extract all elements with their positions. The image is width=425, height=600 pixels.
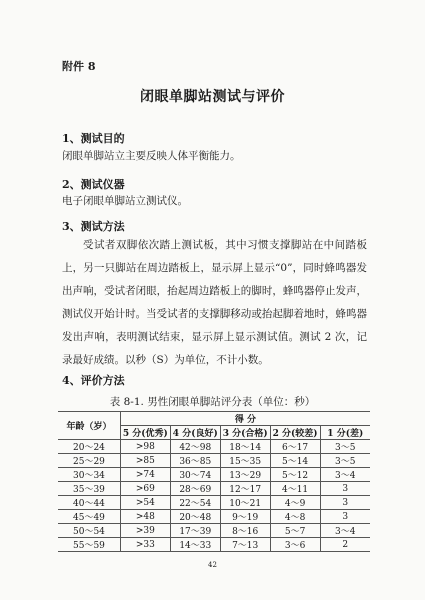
score-cell: 3 (320, 510, 370, 524)
score-cell: 18～14 (220, 440, 270, 454)
score-cell: 5～14 (270, 454, 320, 468)
score-cell: 8～16 (220, 524, 270, 538)
section-3-heading: 3、测试方法 (62, 220, 125, 233)
column-header: 4 分(良好) (170, 426, 220, 440)
section-1-heading: 1、测试目的 (62, 132, 125, 145)
score-cell: >39 (120, 524, 170, 538)
score-cell: 3～4 (320, 468, 370, 482)
score-cell: 20～48 (170, 510, 220, 524)
score-cell: 12～17 (220, 482, 270, 496)
score-cell: 3 (320, 496, 370, 510)
score-cell: 15～35 (220, 454, 270, 468)
section-4-heading: 4、评价方法 (62, 374, 125, 387)
score-cell: 6～17 (270, 440, 320, 454)
score-cell: 30～74 (170, 468, 220, 482)
page-title: 闭眼单脚站测试与评价 (140, 89, 285, 105)
age-cell: 55～59 (58, 538, 120, 552)
column-header: 3 分(合格) (220, 426, 270, 440)
score-cell: 10～21 (220, 496, 270, 510)
age-cell: 45～49 (58, 510, 120, 524)
score-cell: >85 (120, 454, 170, 468)
score-cell: 3～4 (320, 524, 370, 538)
table-caption: 表 8-1. 男性闭眼单脚站评分表（单位：秒） (109, 396, 316, 408)
score-cell: >54 (120, 496, 170, 510)
table-row (58, 468, 370, 482)
section-1-text: 闭眼单脚站立主要反映人体平衡能力。 (62, 150, 241, 162)
section-2-heading: 2、测试仪器 (62, 178, 125, 191)
table-row (58, 454, 370, 468)
section-2-text: 电子闭眼单脚站立测试仪。 (62, 195, 188, 207)
score-cell: 2 (320, 538, 370, 552)
table-row (58, 440, 370, 454)
score-cell: 4～9 (270, 496, 320, 510)
score-cell: >98 (120, 440, 170, 454)
age-cell: 40～44 (58, 496, 120, 510)
table-row (58, 482, 370, 496)
column-header: 1 分(差) (320, 426, 370, 440)
score-cell: 9～19 (220, 510, 270, 524)
score-header: 得 分 (120, 412, 370, 426)
table-row (58, 524, 370, 538)
score-cell: 5～7 (270, 524, 320, 538)
score-cell: 17～39 (170, 524, 220, 538)
score-cell: 36～85 (170, 454, 220, 468)
score-table (58, 411, 370, 552)
column-header: 5 分(优秀) (120, 426, 170, 440)
score-cell: 4～8 (270, 510, 320, 524)
score-cell: 13～29 (220, 468, 270, 482)
page-number: 42 (208, 561, 217, 569)
age-cell: 35～39 (58, 482, 120, 496)
age-cell: 30～34 (58, 468, 120, 482)
score-cell: 14～33 (170, 538, 220, 552)
score-cell: 3～5 (320, 454, 370, 468)
age-cell: 20～24 (58, 440, 120, 454)
score-cell: 3～6 (270, 538, 320, 552)
age-cell: 25～29 (58, 454, 120, 468)
score-cell: 3～5 (320, 440, 370, 454)
table-row (58, 496, 370, 510)
score-cell: >33 (120, 538, 170, 552)
score-cell: 4～11 (270, 482, 320, 496)
score-cell: 42～98 (170, 440, 220, 454)
table-row (58, 538, 370, 552)
score-cell: >74 (120, 468, 170, 482)
age-cell: 50～54 (58, 524, 120, 538)
score-cell: 22～54 (170, 496, 220, 510)
table-row (58, 510, 370, 524)
table-body (58, 440, 370, 552)
age-header: 年龄（岁） (58, 412, 120, 440)
section-3-text: 受试者双脚依次踏上测试板，其中习惯支撑脚站在中间踏板上，另一只脚站在周边踏板上，显示屏上显示“0”，同时蜂鸣器发出声响，受试者闭眼，抬起周边踏板上的脚时，蜂鸣器停止发声，测试仪开始计时。当受试者的支撑脚移动或抬起脚着地时，蜂鸣器发出声响，表明测试结束，显示屏上显示测试值。测试 2 次，记录最好成绩。以秒（S）为单位，不计小数。 (62, 239, 367, 366)
score-cell: 28～69 (170, 482, 220, 496)
column-header: 2 分(较差) (270, 426, 320, 440)
score-cell: >48 (120, 510, 170, 524)
annex-label: 附件 8 (62, 60, 96, 73)
score-cell: 5～12 (270, 468, 320, 482)
score-cell: 3 (320, 482, 370, 496)
score-cell: >69 (120, 482, 170, 496)
score-cell: 7～13 (220, 538, 270, 552)
